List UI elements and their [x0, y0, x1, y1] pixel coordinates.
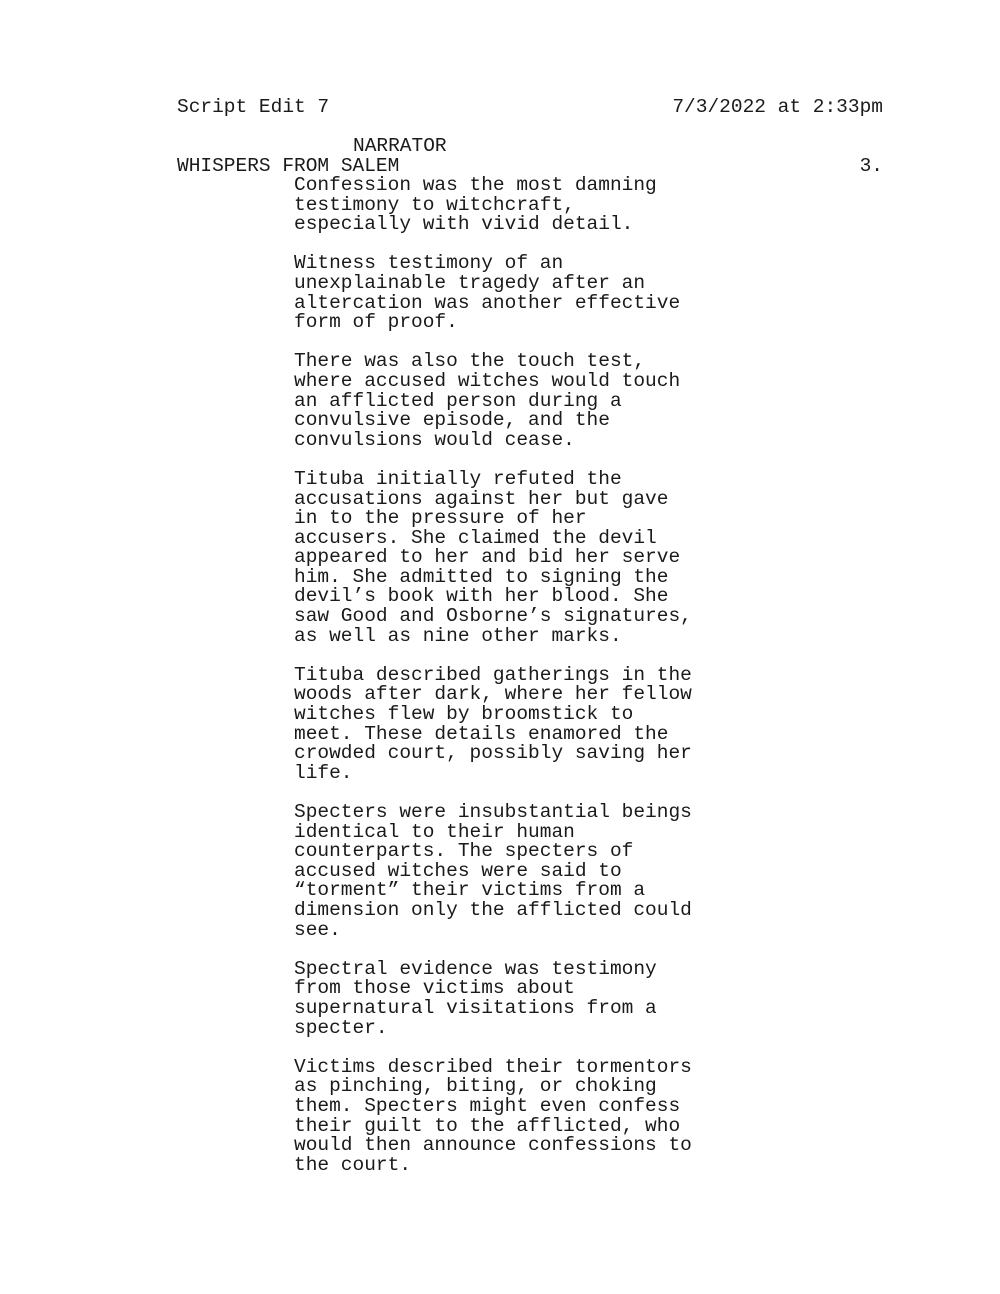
- dialogue-block: [294, 176, 714, 1195]
- script-title: WHISPERS FROM SALEM: [177, 154, 400, 177]
- dialogue-paragraph: Victims described their tormentors as pinching, biting, or choking them. Specters might even confess their guilt to the afflicted, who would then announce confessions to the court.: [294, 1055, 692, 1176]
- dialogue-paragraph: Spectral evidence was testimony from those victims about supernatural visitations from a specter.: [294, 957, 657, 1039]
- page-number: 3.: [859, 154, 883, 177]
- dialogue-paragraph: Specters were insubstantial beings identical to their human counterparts. The specters of accused witches were said to “torment” their victims from a dimension only the afflicted could see.: [294, 801, 692, 941]
- script-edit-label: Script Edit 7: [177, 96, 330, 119]
- dialogue-paragraph: There was also the touch test, where accused witches would touch an afflicted person during a convulsive episode, and the convulsions would cease.: [294, 350, 681, 451]
- dialogue-paragraph: Confession was the most damning testimony to witchcraft, especially with vivid detail.: [294, 174, 657, 236]
- revision-timestamp: 7/3/2022 at 2:33pm: [672, 96, 883, 119]
- character-name: NARRATOR: [353, 135, 447, 157]
- dialogue-paragraph: Tituba initially refuted the accusations against her but gave in to the pressure of her accusers. She claimed the devil appeared to her and bid her serve him. She admitted to signing the devil’s book with her blood. She saw Good and Osborne’s signatures, as well as nine other marks.: [294, 467, 692, 647]
- dialogue-paragraph: Witness testimony of an unexplainable tragedy after an altercation was another effective form of proof.: [294, 252, 681, 334]
- dialogue-paragraph: Tituba described gatherings in the woods after dark, where her fellow witches flew by broomstick to meet. These details enamored the crowded court, possibly saving her life.: [294, 663, 692, 784]
